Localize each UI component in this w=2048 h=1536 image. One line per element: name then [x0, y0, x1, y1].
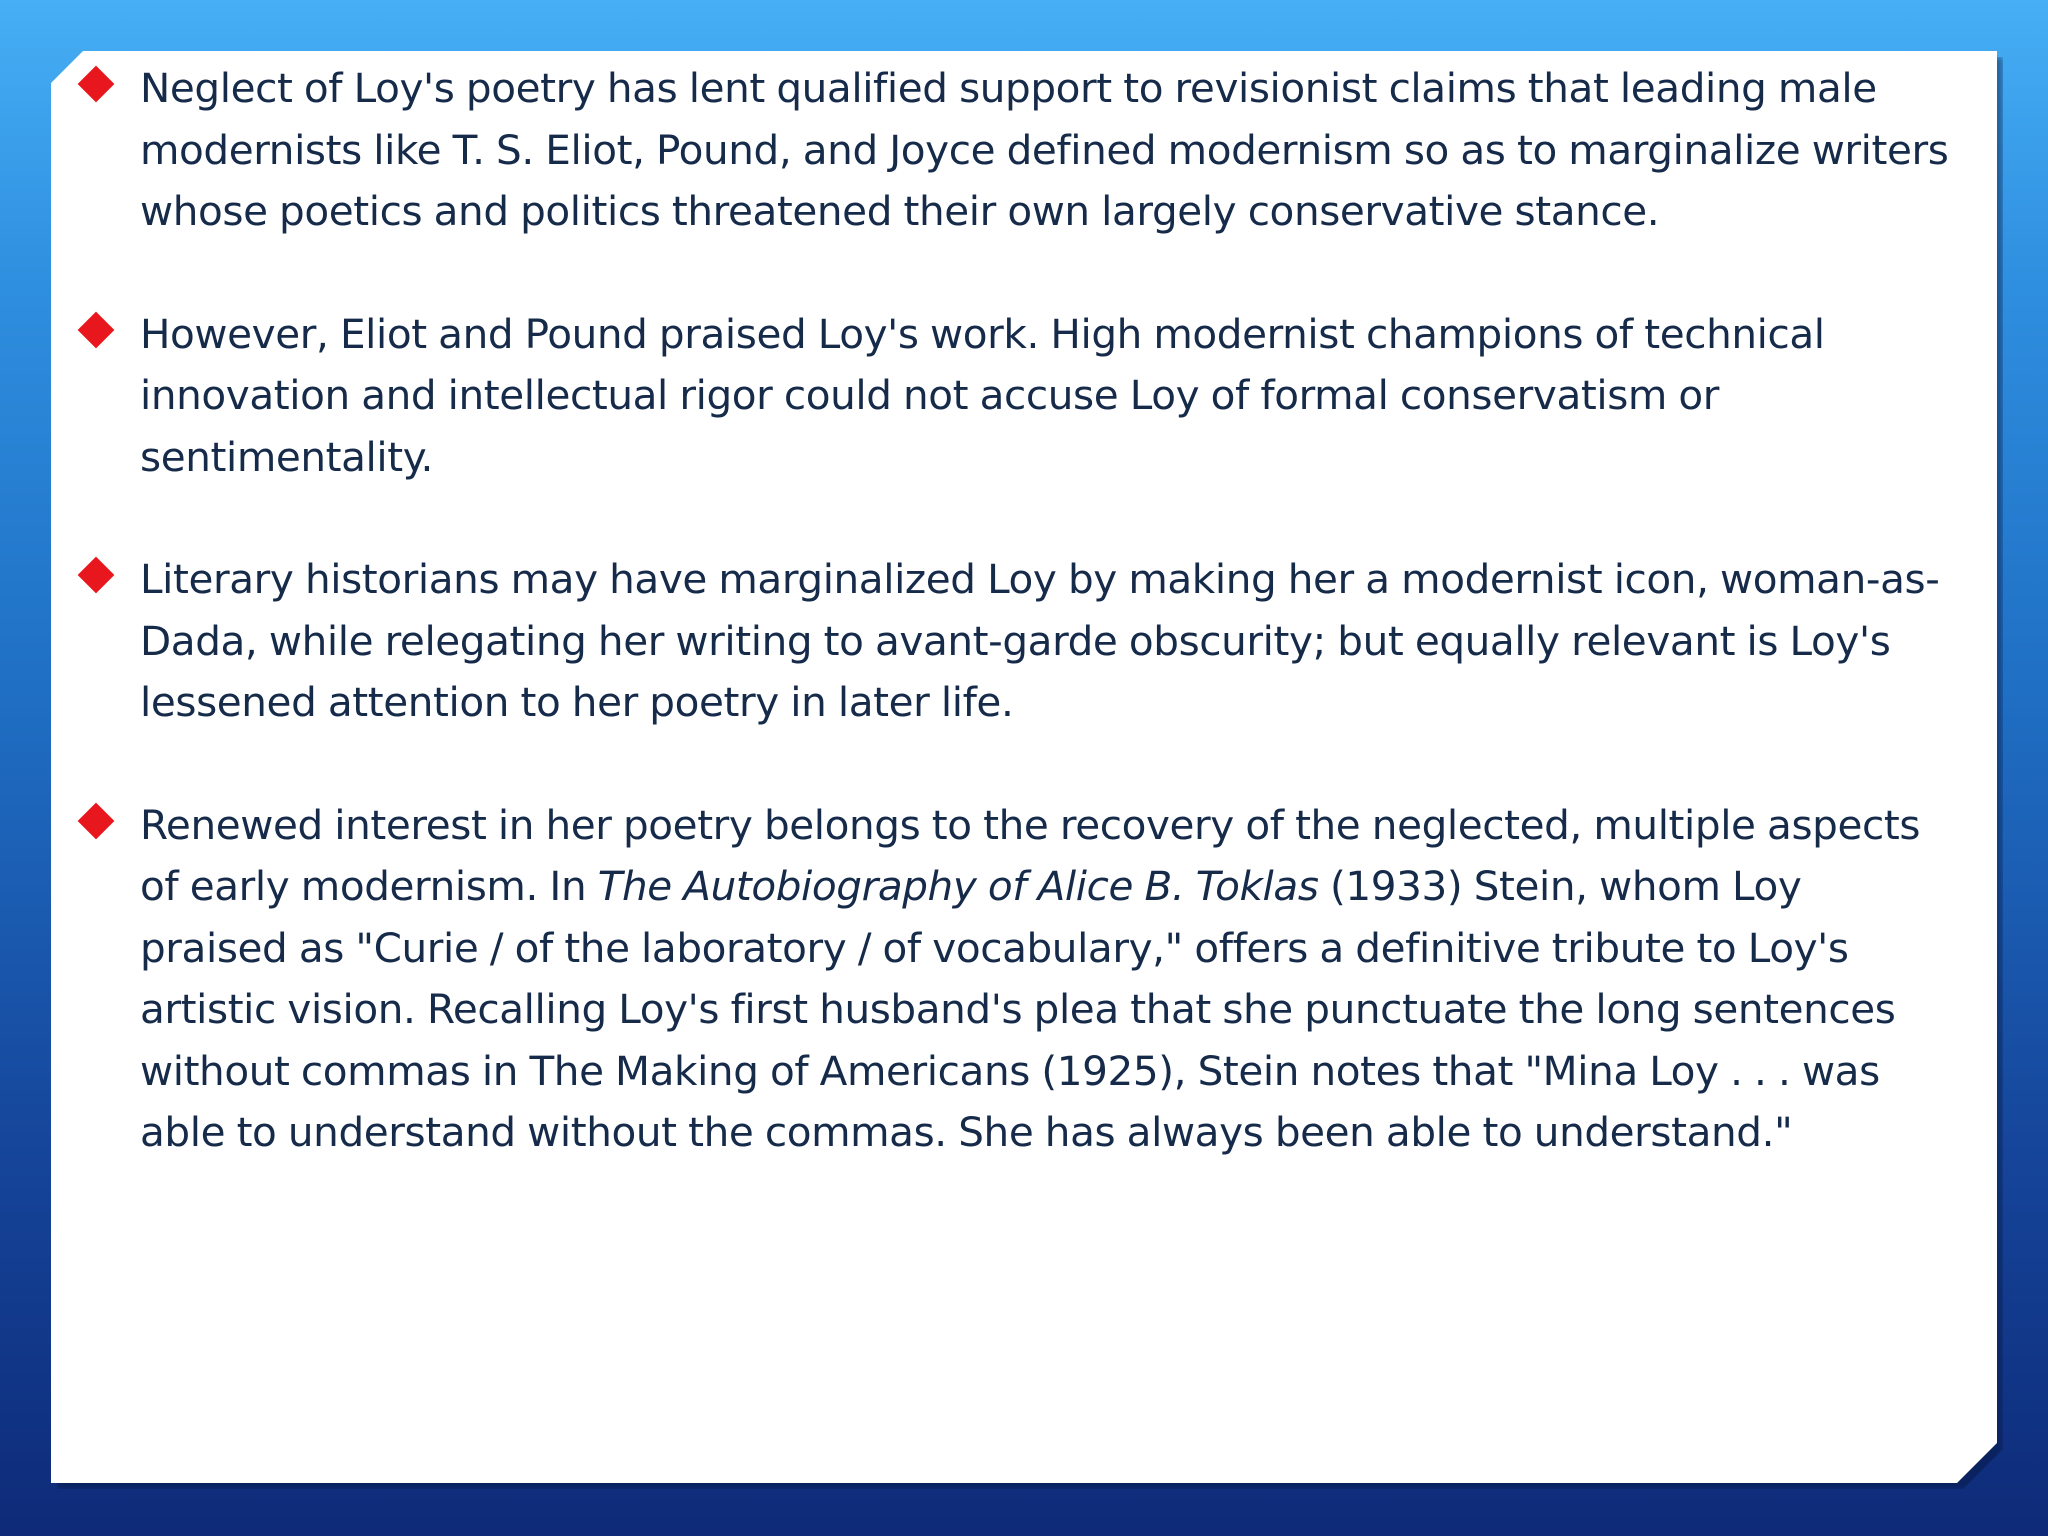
bullet-text: Literary historians may have marginalized Loy by making her a modernist icon, woman-as-Dada, while relegating her writing to avant-garde obscurity; but equally relevant is Loy's lessened attention to her poetry in later life.	[140, 555, 1940, 726]
bullet-item	[78, 58, 1958, 243]
red-diamond-bullet-icon	[78, 802, 115, 839]
red-diamond-bullet-icon	[78, 557, 115, 594]
bullet-text-start: Renewed interest in her poetry belongs to the recovery of the neglected, multiple aspects of early modernism. In	[140, 800, 1921, 910]
bullet-text: However, Eliot and Pound praised Loy's work. High modernist champions of technical innovation and intellectual rigor could not accuse Loy of formal conservatism or sentimentality.	[140, 309, 1825, 481]
red-diamond-bullet-icon	[78, 311, 115, 348]
bullet-text-end: (1933) Stein, whom Loy praised as "Curie / of the laboratory / of vocabulary," offers a definitive tribute to Loy's artistic vision. Recalling Loy's first husband's plea that she punctuate the long sentences without commas in The Making of Americans (1925), Stein notes that "Mina Loy . . . was able to understand without the commas. She has always been able to understand."	[140, 862, 1896, 1156]
bullet-item	[78, 795, 1958, 1164]
bullet-item	[78, 549, 1958, 734]
bullet-text	[140, 795, 1958, 1164]
bullet-list	[78, 58, 1958, 1225]
bullet-item	[78, 304, 1958, 489]
book-title-italic: The Autobiography of Alice B. Toklas	[597, 862, 1319, 910]
red-diamond-bullet-icon	[78, 66, 115, 103]
bullet-text: Neglect of Loy's poetry has lent qualified support to revisionist claims that leading male modernists like T. S. Eliot, Pound, and Joyce defined modernism so as to marginalize writers whose poetics and politics threatened their own largely conservative stance.	[140, 64, 1949, 235]
